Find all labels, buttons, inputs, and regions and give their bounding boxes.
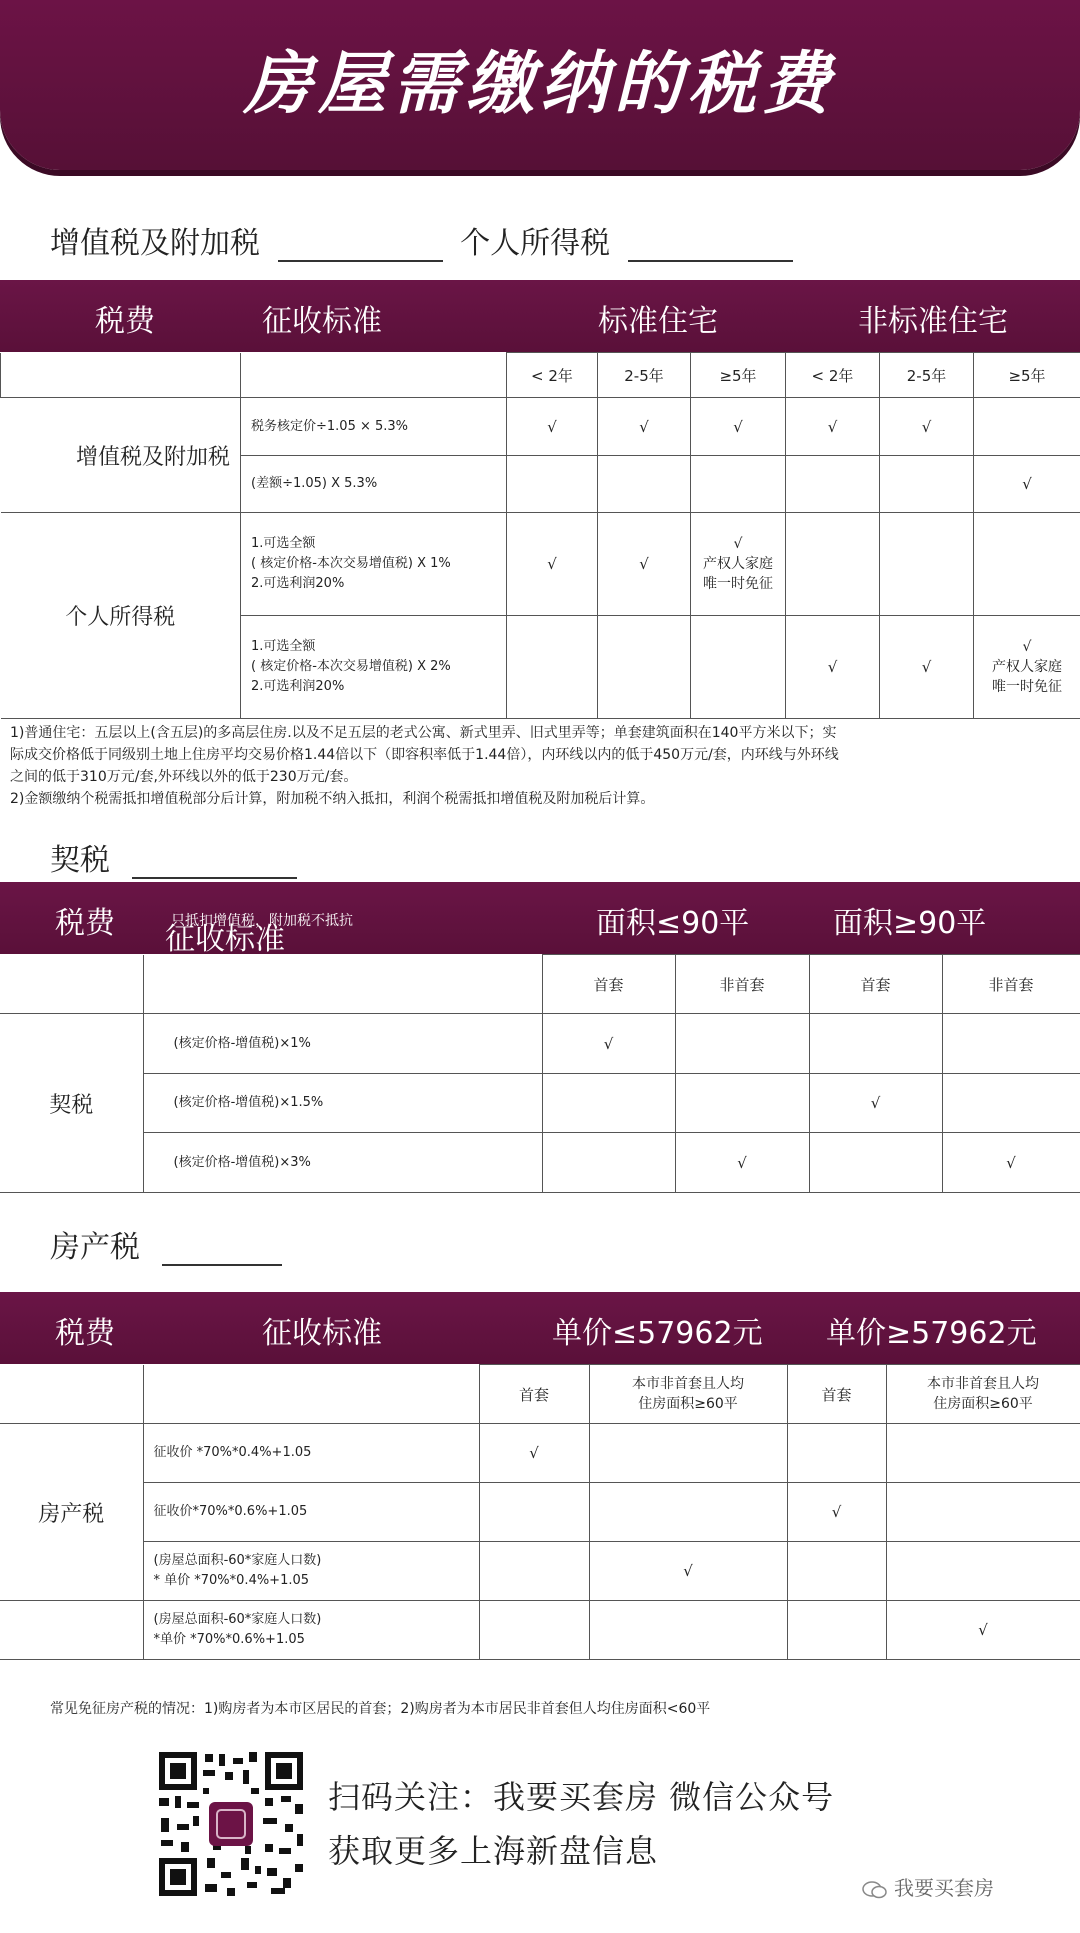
formula-line: ( 核定价格-本次交易增值税) X 1% — [251, 556, 451, 571]
table-row — [0, 1014, 1080, 1074]
check-cell — [479, 1542, 589, 1601]
check-cell — [974, 513, 1080, 616]
band-col-area-large: 面积≥90平 — [833, 906, 987, 941]
table-row — [0, 1601, 1080, 1660]
band-col-price-high: 单价≥57962元 — [826, 1316, 1037, 1351]
cell-note-line: 产权人家庭 — [992, 659, 1062, 675]
check-mark: √ — [733, 417, 743, 436]
col-header — [886, 1365, 1080, 1424]
table-row — [1, 398, 1080, 456]
section-heading-deed-tax — [50, 835, 297, 879]
table-header-band — [0, 280, 1080, 352]
footnote-line: 之间的低于310万元/套,外环线以外的低于230万元/套。 — [10, 769, 358, 785]
formula-line: * 单价 *70%*0.4%+1.05 — [153, 1573, 310, 1588]
check-mark: √ — [921, 658, 932, 676]
col-header: 首套 — [787, 1365, 886, 1424]
table-header-band — [0, 1292, 1080, 1364]
heading-deed-tax: 契税 — [50, 843, 110, 878]
check-cell — [691, 616, 786, 719]
check-cell — [942, 1074, 1080, 1133]
check-mark: √ — [603, 1034, 614, 1053]
check-cell — [589, 1483, 787, 1542]
formula-line: 征收价 *70%*0.4%+1.05 — [153, 1445, 312, 1460]
heading-property-tax: 房产税 — [50, 1230, 140, 1265]
check-cell — [507, 616, 598, 719]
formula-line: (房屋总面积-60*家庭人口数) — [153, 1553, 322, 1568]
row-label-pit: 个人所得税 — [1, 513, 241, 719]
check-cell — [691, 513, 786, 616]
check-cell — [675, 1074, 809, 1133]
formula-line: *单价 *70%*0.6%+1.05 — [153, 1632, 305, 1647]
vat-pit-table — [0, 352, 1080, 719]
footnotes — [10, 722, 1070, 810]
check-cell — [880, 513, 974, 616]
check-cell — [886, 1483, 1080, 1542]
check-cell — [942, 1133, 1080, 1193]
check-cell — [809, 1074, 942, 1133]
band-standard-note: 只抵扣增值税，附加税不抵抗 — [171, 913, 353, 929]
heading-blank — [278, 234, 443, 262]
check-cell — [787, 1483, 886, 1542]
table-row — [0, 1483, 1080, 1542]
col-header: 非首套 — [942, 955, 1080, 1014]
check-cell — [589, 1424, 787, 1483]
check-cell — [974, 398, 1080, 456]
formula-line: 税务核定价÷1.05 × 5.3% — [251, 418, 409, 434]
check-mark: √ — [639, 417, 649, 436]
exemption-note: 常见免征房产税的情况：1)购房者为本市区居民的首套；2)购房者为本市居民非首套但人均住房面积<60平 — [50, 1701, 711, 1717]
check-mark: √ — [529, 1444, 539, 1462]
footnote-line: 际成交价格低于同级别土地上住房平均交易价格1.44倍以下（即容积率低于1.44倍），内环线以内的低于450万元/套，内环线与外环线 — [10, 747, 839, 763]
check-cell — [598, 456, 691, 513]
col-header: 首套 — [542, 955, 675, 1014]
col-header: < 2年 — [786, 353, 880, 398]
formula-line: 1.可选全额 — [251, 639, 316, 654]
col-header: 2-5年 — [598, 353, 691, 398]
col-header: < 2年 — [507, 353, 598, 398]
band-col-tax: 税费 — [55, 906, 115, 941]
check-mark: √ — [639, 555, 649, 573]
band-col-area-small: 面积≤90平 — [596, 906, 750, 941]
band-col-tax: 税费 — [55, 1316, 115, 1351]
formula-cell — [241, 513, 507, 616]
table-cell — [241, 353, 507, 398]
formula-cell — [241, 616, 507, 719]
check-cell — [542, 1133, 675, 1193]
check-mark: √ — [870, 1094, 881, 1112]
check-cell — [786, 513, 880, 616]
check-cell — [507, 398, 598, 456]
check-mark: √ — [831, 1503, 842, 1521]
promo-line-info: 获取更多上海新盘信息 — [328, 1832, 659, 1870]
check-cell — [786, 456, 880, 513]
title-banner — [0, 0, 1080, 170]
check-cell — [809, 1014, 942, 1074]
band-col-standard-housing: 标准住宅 — [598, 304, 718, 339]
check-cell — [507, 456, 598, 513]
col-header: ≥5年 — [691, 353, 786, 398]
formula-line: (房屋总面积-60*家庭人口数) — [153, 1612, 322, 1627]
col-header: 首套 — [809, 955, 942, 1014]
formula-cell: (核定价格-增值税)×3% — [143, 1133, 542, 1193]
check-mark: √ — [827, 658, 838, 676]
check-mark: √ — [683, 1562, 693, 1580]
table-cell — [143, 1365, 479, 1424]
check-cell — [880, 456, 974, 513]
band-standard-label: 征收标准 — [165, 922, 285, 957]
check-mark: √ — [547, 417, 557, 436]
check-mark: √ — [547, 555, 557, 573]
formula-line: 征收价*70%*0.6%+1.05 — [153, 1504, 308, 1519]
table-row — [0, 1133, 1080, 1193]
formula-line: ( 核定价格-本次交易增值税) X 2% — [251, 659, 451, 674]
check-mark: √ — [1022, 639, 1032, 655]
wechat-label: 我要买套房 — [894, 1876, 994, 1900]
table-header-band — [0, 882, 1080, 957]
formula-cell — [143, 1542, 479, 1601]
check-cell — [479, 1424, 589, 1483]
formula-cell — [241, 456, 507, 513]
col-header — [589, 1365, 787, 1424]
check-cell — [542, 1074, 675, 1133]
check-cell — [542, 1014, 675, 1074]
row-label-vat: 增值税及附加税 — [1, 398, 241, 513]
heading-vat: 增值税及附加税 — [50, 226, 260, 261]
formula-line: 2.可选利润20% — [251, 576, 345, 591]
band-col-nonstandard-housing: 非标准住宅 — [858, 304, 1008, 339]
formula-line: (差额÷1.05) X 5.3% — [251, 476, 378, 491]
deed-tax-table — [0, 954, 1080, 1193]
cell-note-line: 产权人家庭 — [703, 556, 773, 572]
cell-note-line: 本市非首套且人均 — [632, 1376, 744, 1392]
check-cell — [886, 1601, 1080, 1660]
heading-blank — [162, 1238, 282, 1266]
formula-cell — [241, 398, 507, 456]
check-cell — [675, 1014, 809, 1074]
check-cell — [598, 513, 691, 616]
qr-code-icon[interactable] — [155, 1748, 307, 1900]
wechat-account[interactable] — [862, 1872, 994, 1901]
check-cell — [675, 1133, 809, 1193]
footnote-line: 2)金额缴纳个税需抵扣增值税部分后计算，附加税不纳入抵扣，利润个税需抵扣增值税及附加税后计算。 — [10, 791, 655, 807]
check-cell — [886, 1424, 1080, 1483]
check-cell — [974, 456, 1080, 513]
check-cell — [691, 456, 786, 513]
cell-note-line: 唯一时免征 — [703, 576, 773, 592]
table-row — [0, 1424, 1080, 1483]
check-cell — [786, 616, 880, 719]
check-cell — [942, 1014, 1080, 1074]
cell-note-line: 本市非首套且人均 — [927, 1376, 1039, 1392]
check-cell — [598, 616, 691, 719]
check-mark: √ — [737, 1153, 747, 1172]
qr-code-graphic — [155, 1748, 307, 1900]
col-header: ≥5年 — [974, 353, 1080, 398]
check-cell — [786, 398, 880, 456]
formula-cell — [143, 1601, 479, 1660]
check-cell — [886, 1542, 1080, 1601]
check-mark: √ — [978, 1621, 988, 1639]
col-header: 首套 — [479, 1365, 589, 1424]
heading-blank — [132, 851, 297, 879]
check-cell — [589, 1542, 787, 1601]
formula-cell: (核定价格-增值税)×1% — [143, 1014, 542, 1074]
row-label-property: 房产税 — [0, 1424, 143, 1601]
property-tax-table — [0, 1364, 1080, 1660]
band-col-standard: 征收标准 — [262, 1316, 382, 1351]
check-mark: √ — [733, 536, 743, 552]
table-cell — [0, 1365, 143, 1424]
table-cell — [143, 955, 542, 1014]
page-title: 房屋需缴纳的税费 — [243, 45, 836, 124]
heading-pit: 个人所得税 — [460, 226, 611, 261]
check-cell — [974, 616, 1080, 719]
check-cell — [787, 1424, 886, 1483]
table-row — [0, 1365, 1080, 1424]
check-cell — [787, 1542, 886, 1601]
formula-cell — [143, 1483, 479, 1542]
table-row — [0, 955, 1080, 1014]
footnote-line: 1)普通住宅：五层以上(含五层)的多高层住房.以及不足五层的老式公寓、新式里弄、旧式里弄等；单套建筑面积在140平方米以下；实 — [10, 725, 837, 741]
table-row — [1, 353, 1080, 398]
table-row — [0, 1074, 1080, 1133]
check-mark: √ — [1022, 475, 1032, 493]
check-cell — [479, 1483, 589, 1542]
formula-line: 2.可选利润20% — [251, 679, 345, 694]
table-row — [0, 1542, 1080, 1601]
col-header: 非首套 — [675, 955, 809, 1014]
table-cell — [0, 955, 143, 1014]
check-mark: √ — [827, 417, 838, 436]
section-heading-vat-pit — [50, 218, 793, 262]
check-cell — [787, 1601, 886, 1660]
check-cell — [598, 398, 691, 456]
band-col-standard — [165, 898, 353, 957]
heading-blank — [628, 234, 793, 262]
table-row — [1, 513, 1080, 616]
check-cell — [507, 513, 598, 616]
wechat-icon — [862, 1880, 888, 1900]
check-cell — [691, 398, 786, 456]
check-cell — [809, 1133, 942, 1193]
table-cell — [0, 1601, 143, 1660]
row-label-deed: 契税 — [0, 1014, 143, 1193]
check-mark: √ — [1006, 1153, 1016, 1172]
check-cell — [880, 616, 974, 719]
promo-line-follow: 扫码关注：我要买套房 微信公众号 — [328, 1778, 835, 1816]
check-cell — [479, 1601, 589, 1660]
band-col-price-low: 单价≤57962元 — [552, 1316, 763, 1351]
check-cell — [880, 398, 974, 456]
formula-cell — [143, 1424, 479, 1483]
col-header: 2-5年 — [880, 353, 974, 398]
section-heading-property-tax — [50, 1222, 282, 1266]
formula-cell: (核定价格-增值税)×1.5% — [143, 1074, 542, 1133]
cell-note-line: 住房面积≥60平 — [933, 1396, 1033, 1412]
cell-note-line: 住房面积≥60平 — [638, 1396, 738, 1412]
band-col-standard: 征收标准 — [262, 304, 382, 339]
cell-note-line: 唯一时免征 — [992, 679, 1062, 695]
table-cell — [1, 353, 241, 398]
band-col-tax: 税费 — [95, 304, 155, 339]
check-mark: √ — [921, 417, 932, 436]
check-cell — [589, 1601, 787, 1660]
formula-line: 1.可选全额 — [251, 536, 316, 551]
